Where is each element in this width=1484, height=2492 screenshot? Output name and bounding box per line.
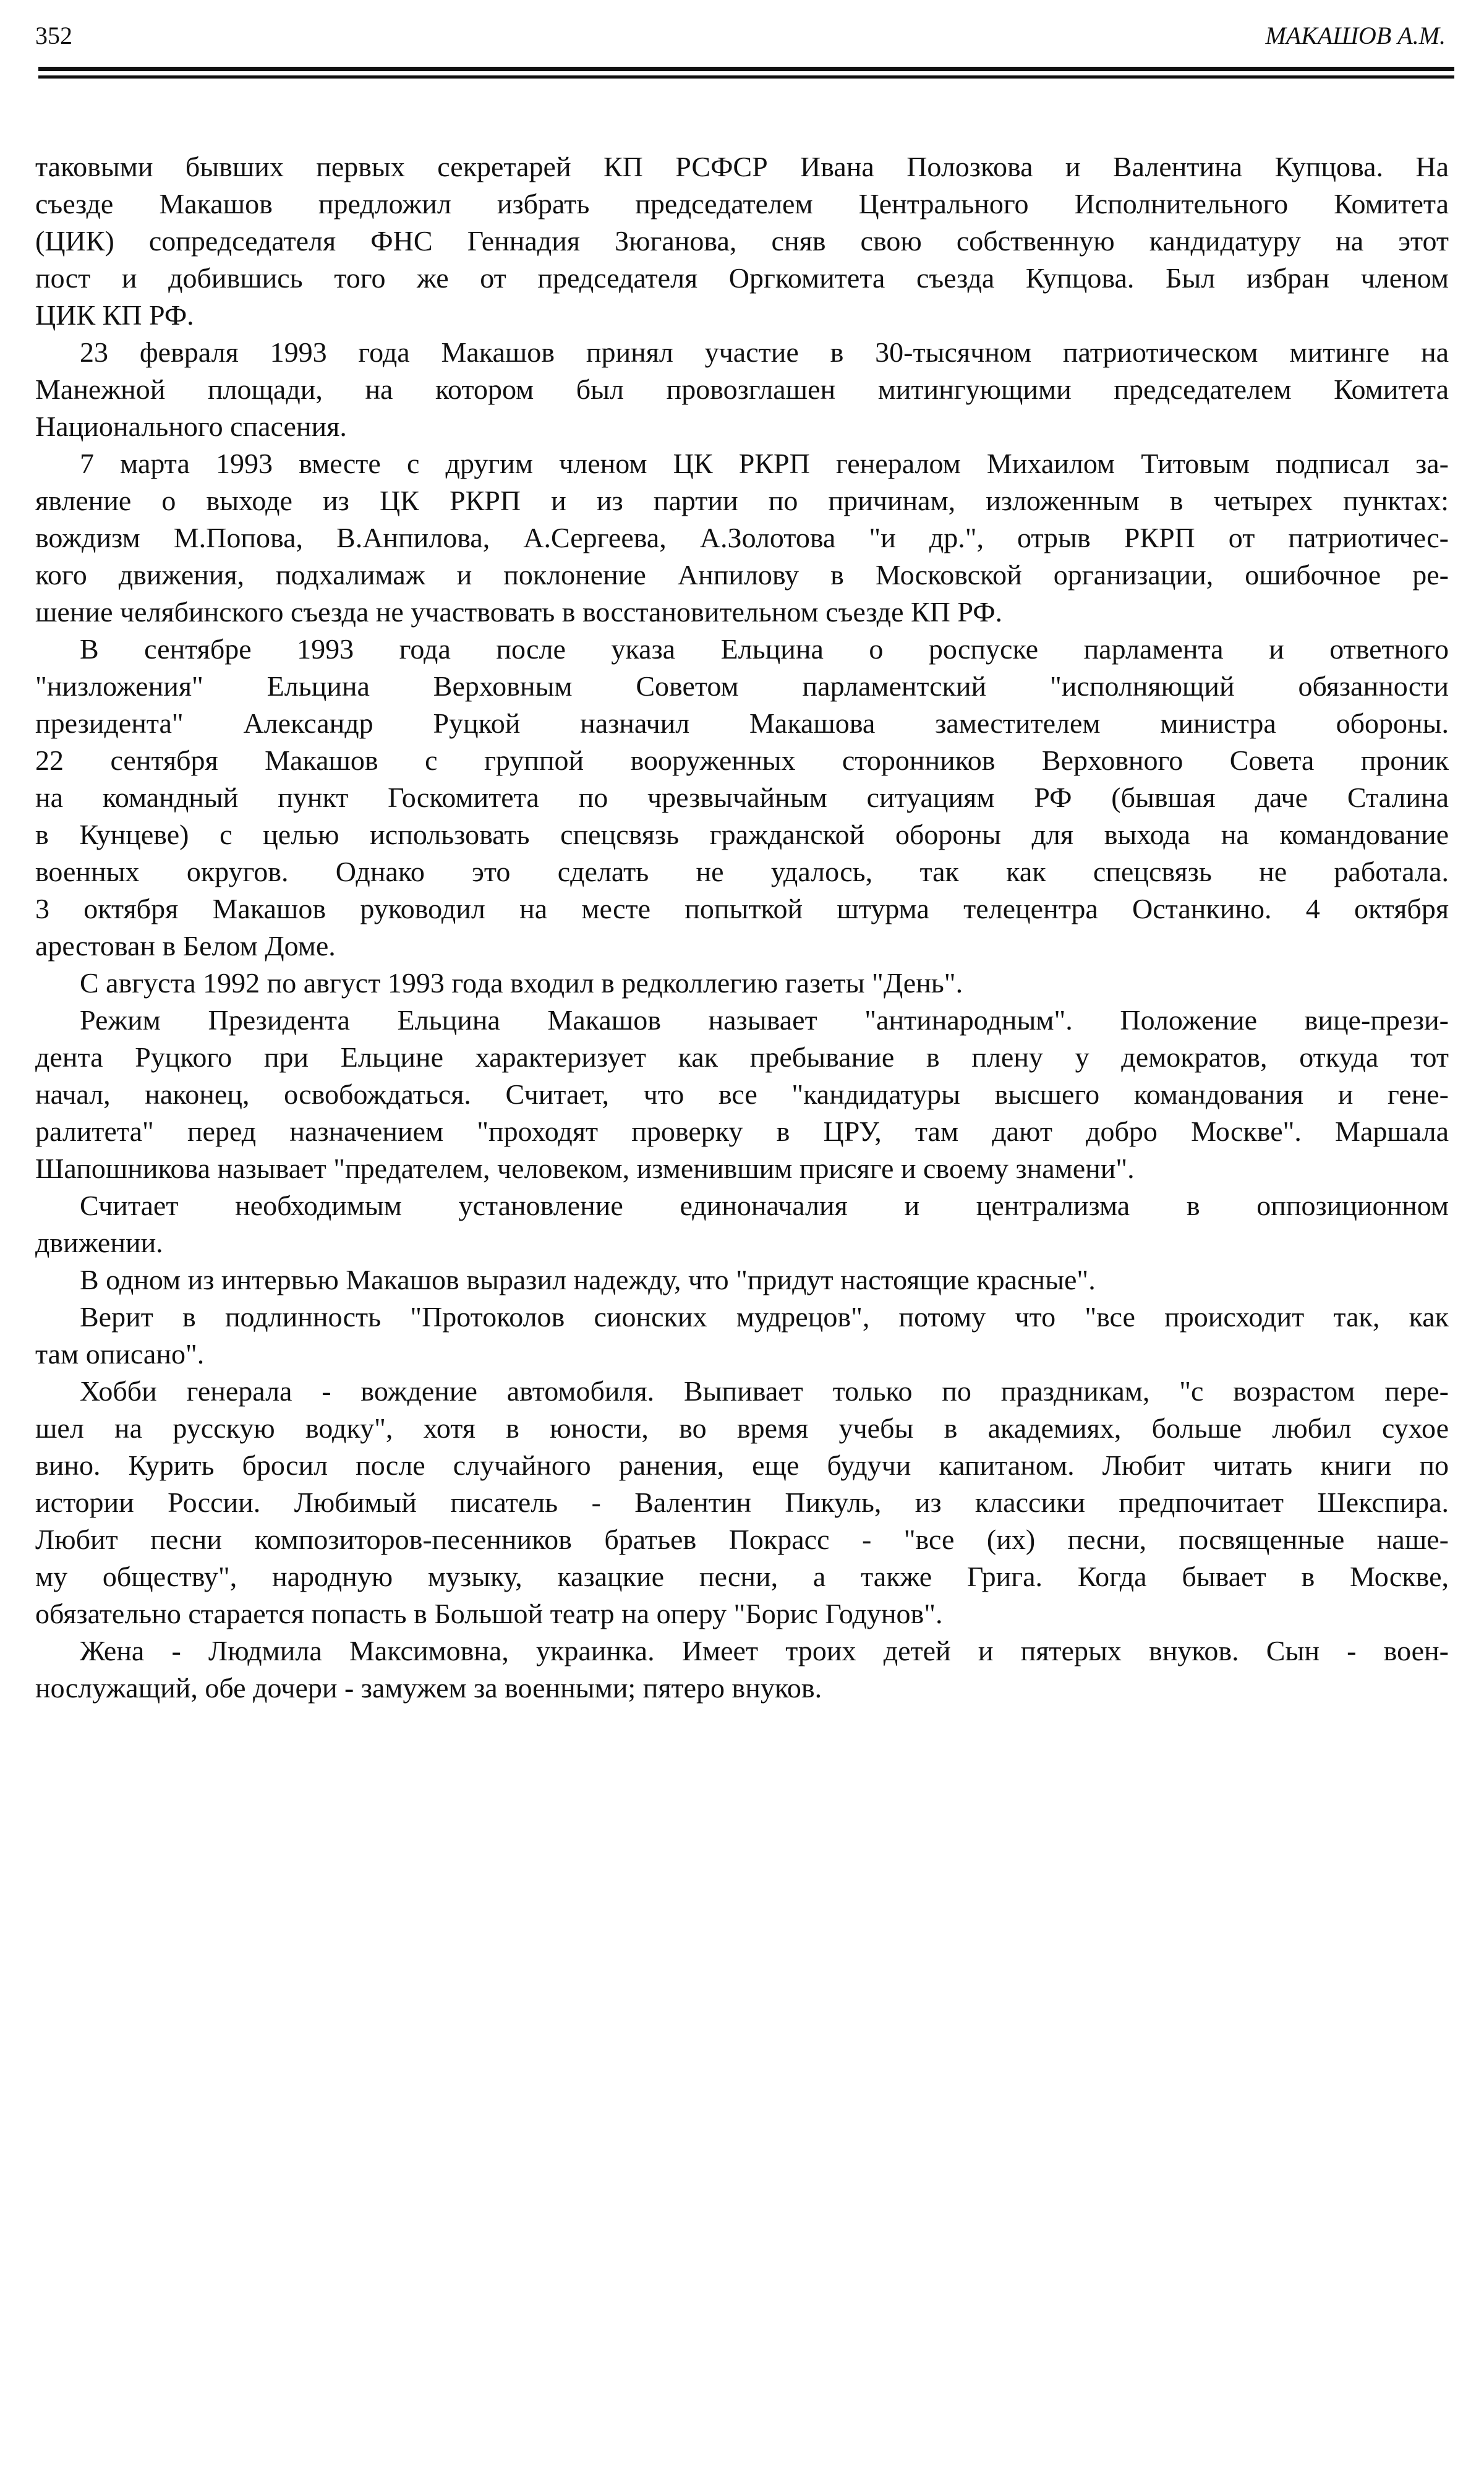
text-line: явление о выходе из ЦК РКРП и из партии по причинам, изложенным в четырех пунктах: [35, 485, 1449, 516]
text-line: там описано". [35, 1338, 205, 1370]
text-line: ЦИК КП РФ. [35, 299, 194, 331]
text-line: Национального спасения. [35, 411, 347, 442]
text-line: движении. [35, 1227, 163, 1258]
text-line: Хобби генерала - вождение автомобиля. Выпивает только по праздникам, "с возрастом пере- [80, 1375, 1449, 1407]
text-line: ралитета" перед назначением "проходят проверку в ЦРУ, там дают добро Москве". Маршала [35, 1116, 1449, 1147]
text-line: му обществу", народную музыку, казацкие песни, а также Грига. Когда бывает в Москве, [35, 1561, 1449, 1592]
paragraph [35, 1373, 1449, 1632]
header-rule-thin [38, 75, 1454, 79]
text-line: военных округов. Однако это сделать не удалось, так как спецсвязь не работала. [35, 856, 1449, 887]
text-line: президента" Александр Руцкой назначил Макашова заместителем министра обороны. [35, 707, 1449, 739]
text-line: пост и добившись того же от председателя Оргкомитета съезда Купцова. Был избран членом [35, 262, 1449, 294]
text-line: Верит в подлинность "Протоколов сионских мудрецов", потому что "все происходит так, как [80, 1301, 1449, 1333]
running-title: МАКАШОВ А.М. [1265, 22, 1446, 49]
page-number: 352 [35, 22, 72, 49]
text-line: Считает необходимым установление единоначалия и централизма в оппозиционном [80, 1190, 1449, 1221]
text-line: начал, наконец, освобождаться. Считает, что все "кандидатуры высшего командования и гене- [35, 1078, 1449, 1110]
text-line: Шапошникова называет "предателем, человеком, изменившим присяге и своему знамени". [35, 1153, 1135, 1184]
text-line: дента Руцкого при Ельцине характеризует как пребывание в плену у демократов, откуда тот [35, 1041, 1449, 1073]
text-line: В сентябре 1993 года после указа Ельцина о роспуске парламента и ответного [80, 633, 1449, 665]
text-line: В одном из интервью Макашов выразил надежду, что "придут настоящие красные". [80, 1264, 1096, 1295]
text-line: в Кунцеве) с целью использовать спецсвязь гражданской обороны для выхода на командование [35, 819, 1449, 850]
text-line: арестован в Белом Доме. [35, 930, 336, 962]
body-text [35, 148, 1449, 1707]
text-line: кого движения, подхалимаж и поклонение Анпилову в Московской организации, ошибочное ре- [35, 559, 1449, 591]
text-line: Любит песни композиторов-песенников братьев Покрасс - "все (их) песни, посвященные наше- [35, 1524, 1449, 1555]
text-line: 7 марта 1993 вместе с другим членом ЦК РКРП генералом Михаилом Титовым подписал за- [80, 448, 1449, 479]
paragraph [35, 1632, 1449, 1707]
text-line: шение челябинского съезда не участвовать в восстановительном съезде КП РФ. [35, 596, 1003, 628]
text-line: 23 февраля 1993 года Макашов принял участие в 30-тысячном патриотическом митинге на [80, 336, 1449, 368]
text-line: "низложения" Ельцина Верховным Советом парламентский "исполняющий обязанности [35, 670, 1449, 702]
paragraph [35, 1187, 1449, 1261]
text-line: Жена - Людмила Максимовна, украинка. Имеет троих детей и пятерых внуков. Сын - воен- [80, 1635, 1449, 1666]
text-line: шел на русскую водку", хотя в юности, во время учебы в академиях, больше любил сухое [35, 1412, 1449, 1444]
paragraph [35, 965, 1449, 1002]
header-rule-thick [38, 67, 1454, 71]
paragraph [35, 445, 1449, 631]
text-line: (ЦИК) сопредседателя ФНС Геннадия Зюганова, сняв свою собственную кандидатуру на этот [35, 225, 1449, 257]
paragraph [35, 1002, 1449, 1187]
text-line: нослужащий, обе дочери - замужем за военными; пятеро внуков. [35, 1672, 822, 1704]
text-line: Манежной площади, на котором был провозглашен митингующими председателем Комитета [35, 373, 1449, 405]
paragraph [35, 148, 1449, 334]
paragraph [35, 334, 1449, 445]
text-line: на командный пункт Госкомитета по чрезвычайным ситуациям РФ (бывшая даче Сталина [35, 782, 1449, 813]
text-line: истории России. Любимый писатель - Валентин Пикуль, из классики предпочитает Шекспира. [35, 1487, 1449, 1518]
text-line: вождизм М.Попова, В.Анпилова, А.Сергеева, А.Золотова "и др.", отрыв РКРП от патриотичес- [35, 522, 1449, 553]
text-line: таковыми бывших первых секретарей КП РСФСР Ивана Полозкова и Валентина Купцова. На [35, 151, 1449, 182]
text-line: 22 сентября Макашов с группой вооруженных сторонников Верховного Совета проник [35, 745, 1449, 776]
text-line: вино. Курить бросил после случайного ранения, еще будучи капитаном. Любит читать книги по [35, 1449, 1449, 1481]
text-line: съезде Макашов предложил избрать председателем Центрального Исполнительного Комитета [35, 188, 1449, 220]
text-line: 3 октября Макашов руководил на месте попыткой штурма телецентра Останкино. 4 октября [35, 893, 1449, 924]
paragraph [35, 1261, 1449, 1299]
paragraph [35, 631, 1449, 965]
text-line: обязательно старается попасть в Большой театр на оперу "Борис Годунов". [35, 1598, 943, 1629]
text-line: Режим Президента Ельцина Макашов называет "антинародным". Положение вице-прези- [80, 1004, 1449, 1036]
text-line: С августа 1992 по август 1993 года входил в редколлегию газеты "День". [80, 967, 963, 999]
paragraph [35, 1299, 1449, 1373]
